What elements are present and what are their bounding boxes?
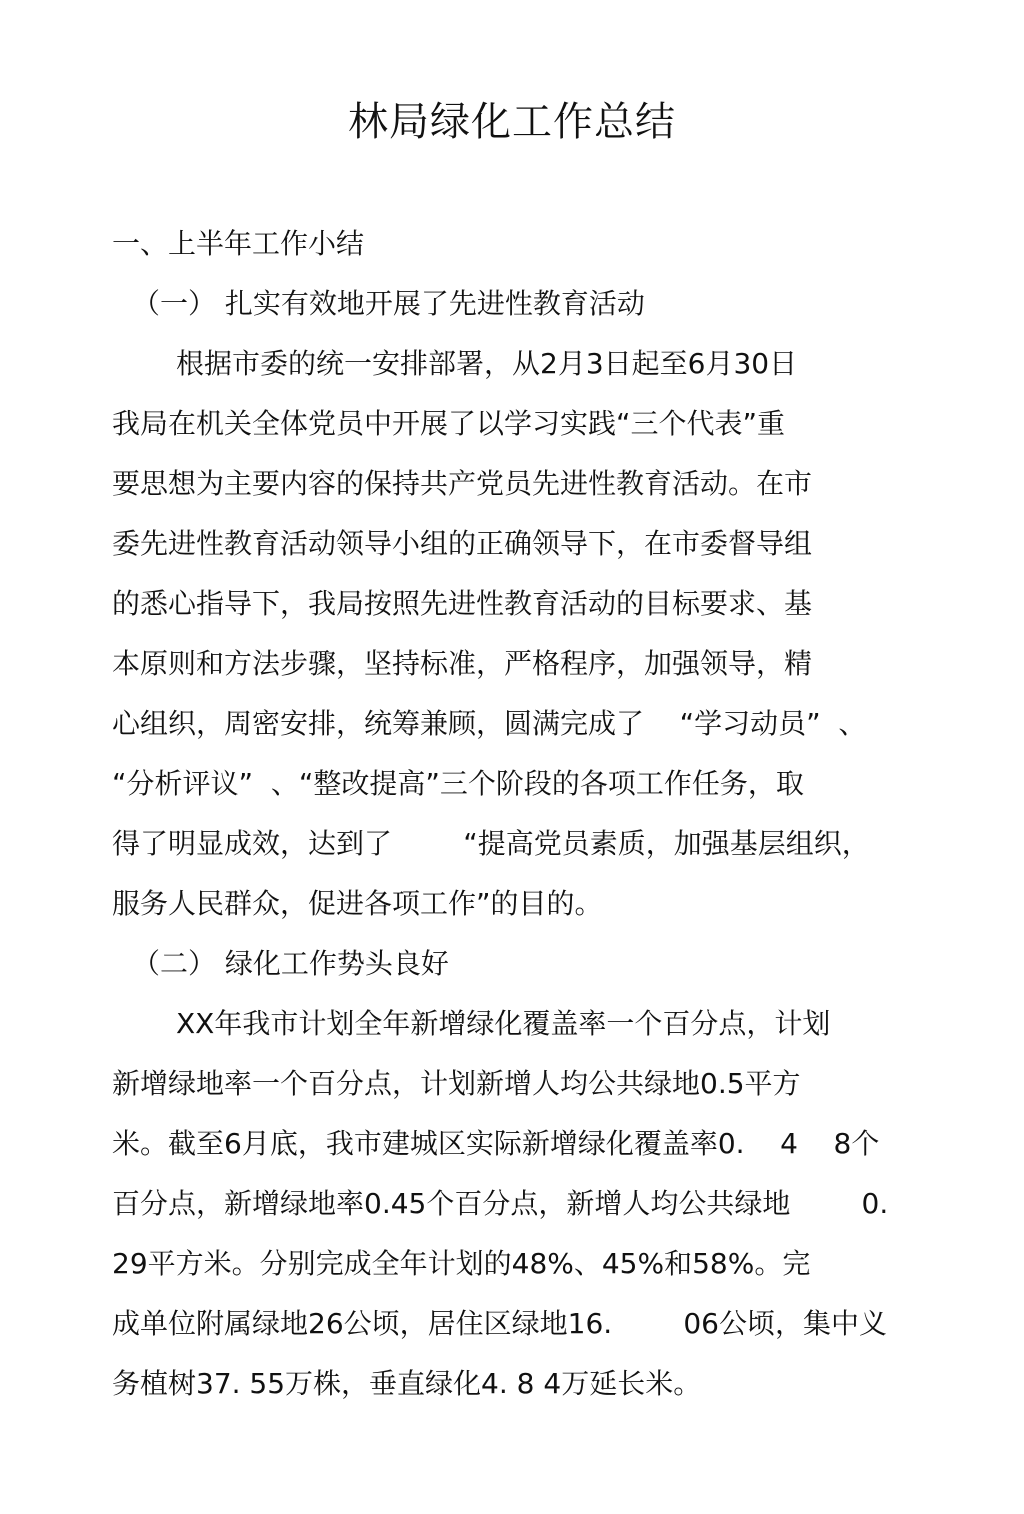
paragraph-line: 本原则和方法步骤，坚持标准，严格程序，加强领导，精 — [112, 647, 813, 680]
paragraph-line: 服务人民群众，促进各项工作”的目的。 — [112, 887, 603, 920]
section-heading: 一、上半年工作小结 — [112, 227, 365, 260]
paragraph-line: 百分点，新增绿地率0.45个百分点，新增人均公共绿地 0. — [112, 1187, 889, 1220]
paragraph-line: 新增绿地率一个百分点，计划新增人均公共绿地0.5平方 — [112, 1067, 801, 1100]
paragraph-line: XX年我市计划全年新增绿化覆盖率一个百分点，计划 — [176, 1007, 831, 1040]
paragraph-line: 米。截至6月底，我市建城区实际新增绿化覆盖率0. 4 8个 — [112, 1127, 880, 1160]
paragraph-line: 我局在机关全体党员中开展了以学习实践“三个代表”重 — [112, 407, 786, 440]
subsection-heading: （二） 绿化工作势头良好 — [132, 947, 449, 980]
paragraph-line: 根据市委的统一安排部署，从2月3日起至6月30日 — [176, 347, 798, 380]
paragraph-line: 成单位附属绿地26公顷，居住区绿地16. 06公顷，集中义 — [112, 1307, 887, 1340]
paragraph-line: 29平方米。分别完成全年计划的48%、45%和58%。完 — [112, 1247, 811, 1280]
paragraph-line: 务植树37. 55万株，垂直绿化4. 8 4万延长米。 — [112, 1367, 702, 1400]
paragraph-line: 心组织，周密安排，统筹兼顾，圆满完成了 “学习动员” 、 — [112, 707, 867, 740]
paragraph-line: 的悉心指导下，我局按照先进性教育活动的目标要求、基 — [112, 587, 813, 620]
document-title: 林局绿化工作总结 — [348, 99, 676, 145]
paragraph-line: “分析评议” 、“整改提高”三个阶段的各项工作任务，取 — [112, 767, 804, 800]
subsection-heading: （一） 扎实有效地开展了先进性教育活动 — [132, 287, 645, 320]
paragraph-line: 得了明显成效，达到了 “提高党员素质，加强基层组织， — [112, 827, 870, 860]
paragraph-line: 要思想为主要内容的保持共产党员先进性教育活动。在市 — [112, 467, 813, 500]
paragraph-line: 委先进性教育活动领导小组的正确领导下，在市委督导组 — [112, 527, 813, 560]
